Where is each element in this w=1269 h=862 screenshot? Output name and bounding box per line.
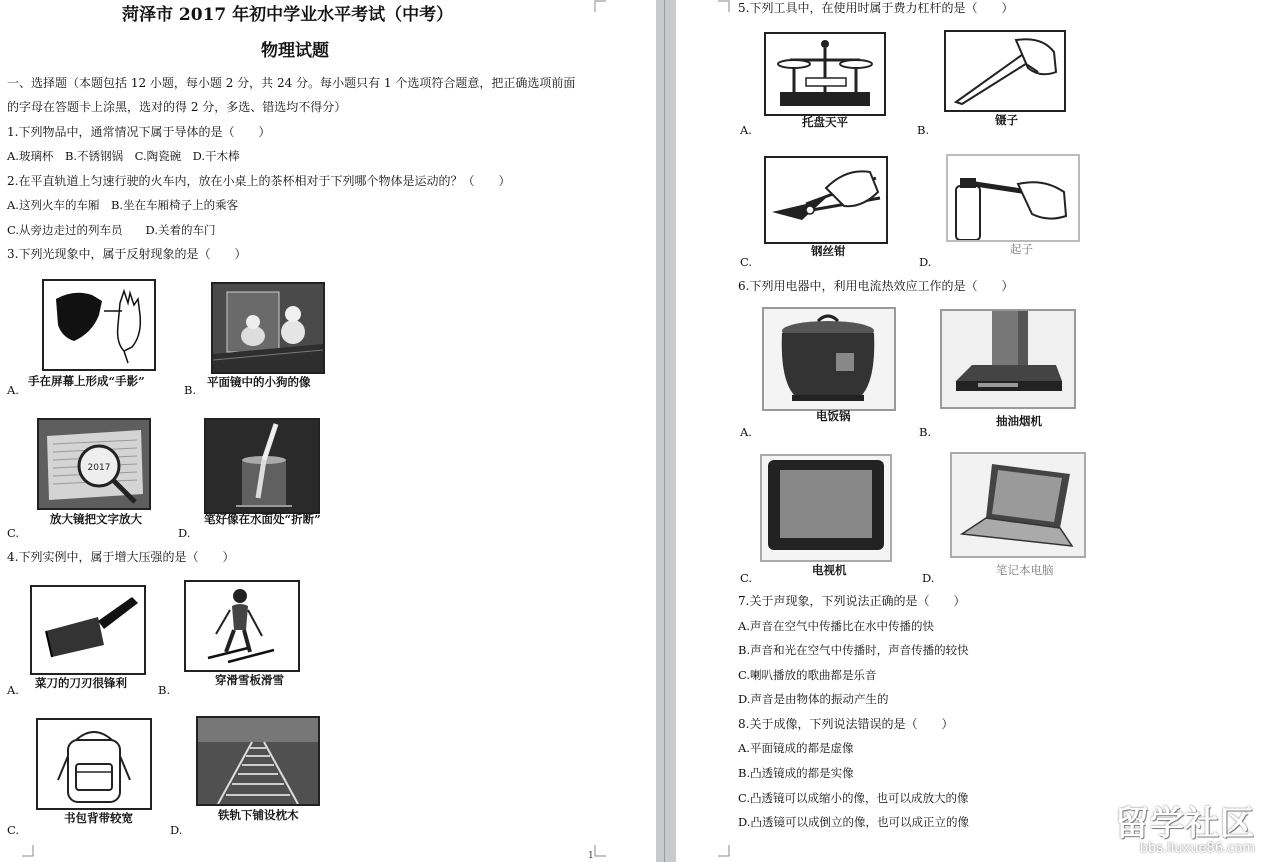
balance-scale-image [764, 32, 886, 116]
q8-option-a: A.平面镜成的都是虚像 [738, 741, 854, 755]
q4-option-b-letter: B. [158, 683, 171, 697]
section-instructions-line2: 的字母在答题卡上涂黑，选对的得 2 分，多选、错选均不得分） [7, 100, 347, 114]
q6-option-d-caption: 笔记本电脑 [996, 563, 1054, 577]
page-gutter-line [664, 0, 665, 862]
q5-option-a-letter: A. [740, 123, 752, 137]
watermark-url: bbs.liuxue86.com [1139, 841, 1255, 856]
page-corner-mark [22, 845, 34, 857]
question-4: 4.下列实例中，属于增大压强的是（ ） [7, 550, 235, 564]
page-corner-mark [594, 845, 606, 857]
tweezers-image [944, 30, 1066, 112]
q5-option-d-letter: D. [919, 255, 932, 269]
laptop-image [950, 452, 1086, 558]
page-corner-mark [594, 0, 606, 12]
q4-option-b-caption: 穿滑雪板滑雪 [215, 673, 284, 687]
q8-option-d: D.凸透镜可以成倒立的像，也可以成正立的像 [738, 815, 969, 829]
q5-option-b-caption: 镊子 [995, 113, 1018, 127]
pencil-water-image [204, 418, 320, 514]
hand-shadow-image [42, 279, 156, 371]
watermark-logo-text: 留学社区 [1115, 804, 1255, 844]
q7-option-b: B.声音和光在空气中传播时，声音传播的较快 [738, 643, 969, 657]
skier-image [184, 580, 300, 672]
q4-option-c-caption: 书包背带较宽 [64, 811, 133, 825]
q6-option-c-letter: C. [740, 571, 753, 585]
q4-option-a-letter: A. [7, 683, 19, 697]
question-1-options: A.玻璃杯 B.不锈钢锅 C.陶瓷碗 D.干木棒 [7, 149, 240, 163]
page-corner-mark [718, 0, 730, 12]
q3-option-a-letter: A. [7, 383, 19, 397]
q8-option-b: B.凸透镜成的都是实像 [738, 766, 854, 780]
q5-option-a-caption: 托盘天平 [802, 115, 848, 129]
q8-option-c: C.凸透镜可以成缩小的像，也可以成放大的像 [738, 791, 969, 805]
q5-option-b-letter: B. [917, 123, 930, 137]
question-2-options-cd: C.从旁边走过的列车员 D.关着的车门 [7, 223, 216, 237]
document-page-right [676, 0, 1269, 862]
q7-option-d: D.声音是由物体的振动产生的 [738, 692, 889, 706]
q3-option-d-letter: D. [178, 526, 191, 540]
question-7: 7.关于声现象，下列说法正确的是（ ） [738, 594, 966, 608]
question-3: 3.下列光现象中，属于反射现象的是（ ） [7, 247, 247, 261]
rice-cooker-image [762, 307, 896, 411]
q4-option-c-letter: C. [7, 823, 20, 837]
q3-option-c-letter: C. [7, 526, 20, 540]
railway-image [196, 716, 320, 806]
television-image [760, 454, 892, 562]
magnifier-text: 2017 [87, 463, 111, 473]
q4-option-d-letter: D. [170, 823, 183, 837]
q6-option-c-caption: 电视机 [812, 563, 847, 577]
pliers-image [764, 156, 888, 244]
q3-option-c-caption: 放大镜把文字放大 [50, 512, 142, 526]
q6-option-a-caption: 电饭锅 [816, 409, 851, 423]
q7-option-c: C.喇叭播放的歌曲都是乐音 [738, 668, 877, 682]
q4-option-d-caption: 铁轨下铺设枕木 [218, 808, 299, 822]
page-gutter [656, 0, 676, 862]
q6-option-a-letter: A. [740, 425, 752, 439]
q4-option-a-caption: 菜刀的刀刃很锋利 [35, 676, 127, 690]
q3-option-b-caption: 平面镜中的小狗的像 [207, 375, 311, 389]
site-watermark [1115, 806, 1255, 856]
exam-title: 菏泽市 2017 年初中学业水平考试（中考） [122, 5, 454, 25]
q7-option-a: A.声音在空气中传播比在水中传播的快 [738, 619, 934, 633]
section-instructions-line1: 一、选择题（本题包括 12 小题，每小题 2 分，共 24 分。每小题只有 1 个选项符合题意，把正确选项前面 [7, 76, 576, 90]
q6-option-b-letter: B. [919, 425, 932, 439]
page-corner-mark [718, 845, 730, 857]
range-hood-image [940, 309, 1076, 409]
q3-option-b-letter: B. [184, 383, 197, 397]
question-6: 6.下列用电器中，利用电流热效应工作的是（ ） [738, 279, 1014, 293]
cleaver-image [30, 585, 146, 675]
q5-option-d-caption: 起子 [1010, 242, 1033, 256]
q3-option-d-caption: 笔好像在水面处“折断” [204, 512, 321, 526]
magnifier-book-image [37, 418, 151, 510]
question-2-options-ab: A.这列火车的车厢 B.坐在车厢椅子上的乘客 [7, 198, 239, 212]
question-8: 8.关于成像，下列说法错误的是（ ） [738, 717, 954, 731]
question-1: 1.下列物品中，通常情况下属于导体的是（ ） [7, 125, 271, 139]
question-5: 5.下列工具中，在使用时属于费力杠杆的是（ ） [738, 1, 1014, 15]
bottle-opener-image [946, 154, 1080, 242]
question-2: 2.在平直轨道上匀速行驶的火车内，放在小桌上的茶杯相对于下列哪个物体是运动的？（ ） [7, 174, 511, 188]
page-number: 1 [588, 851, 594, 861]
q5-option-c-letter: C. [740, 255, 753, 269]
dog-mirror-image [211, 282, 325, 374]
q5-option-c-caption: 钢丝钳 [811, 244, 846, 258]
q6-option-b-caption: 抽油烟机 [996, 414, 1042, 428]
exam-subtitle: 物理试题 [261, 41, 329, 61]
q6-option-d-letter: D. [922, 571, 935, 585]
backpack-image [36, 718, 152, 810]
q3-option-a-caption: 手在屏幕上形成“手影” [28, 374, 145, 388]
